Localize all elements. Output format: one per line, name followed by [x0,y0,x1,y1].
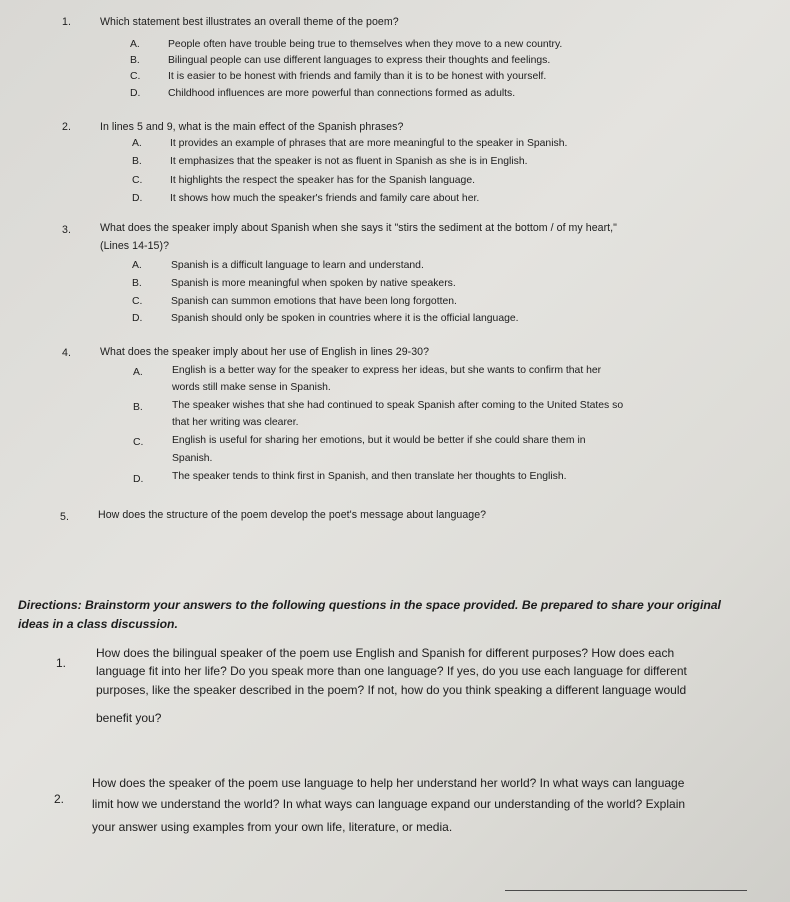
q3-option-a-letter: A. [132,260,142,271]
q2-option-d-text: It shows how much the speaker's friends and family care about her. [170,193,480,204]
q2-option-a-text: It provides an example of phrases that are more meaningful to the speaker in Spanish. [170,138,568,149]
q2-option-b-text: It emphasizes that the speaker is not as fluent in Spanish as she is in English. [170,156,528,167]
q4-option-d-letter: D. [133,474,144,485]
question-3-text-line2: (Lines 14-15)? [100,240,170,252]
q2-option-b-letter: B. [132,156,142,167]
q4-option-b-text-line1: The speaker wishes that she had continued to speak Spanish after coming to the United States so [172,400,624,411]
question-5-text: How does the structure of the poem develop the poet's message about language? [98,509,487,521]
q4-option-d-text: The speaker tends to think first in Spanish, and then translate her thoughts to English. [172,471,567,482]
q4-option-a-letter: A. [133,367,143,378]
directions-line-2: ideas in a class discussion. [18,617,178,631]
discussion-2-line-2: limit how we understand the world? In what ways can language expand our understanding of the world? Explain [92,797,686,811]
q3-option-a-text: Spanish is a difficult language to learn and understand. [171,260,424,271]
discussion-2-number: 2. [54,792,65,806]
q4-option-a-text-line2: words still make sense in Spanish. [172,382,331,393]
q3-option-b-text: Spanish is more meaningful when spoken by native speakers. [171,278,456,289]
q1-option-d-text: Childhood influences are more powerful than connections formed as adults. [168,88,516,99]
directions-line-1: Directions: Brainstorm your answers to the following questions in the space provided. Be prepared to share your original [18,598,721,612]
discussion-2-line-3: your answer using examples from your own life, literature, or media. [92,820,453,834]
q1-option-a-letter: A. [130,39,140,50]
q1-option-a-text: People often have trouble being true to themselves when they move to a new country. [168,39,563,50]
question-4-number: 4. [62,347,71,359]
q4-option-b-text-line2: that her writing was clearer. [172,417,299,428]
question-5-number: 5. [60,511,69,523]
q3-option-b-letter: B. [132,278,142,289]
q2-option-a-letter: A. [132,138,142,149]
answer-line [505,890,747,891]
q4-option-b-letter: B. [133,402,143,413]
q1-option-c-text: It is easier to be honest with friends and family than it is to be honest with yourself. [168,71,547,82]
q1-option-b-letter: B. [130,55,140,66]
question-3-number: 3. [62,224,71,236]
discussion-1-line-4: benefit you? [96,711,162,725]
q4-option-a-text-line1: English is a better way for the speaker to express her ideas, but she wants to confirm that her [172,365,602,376]
q1-option-d-letter: D. [130,88,141,99]
q2-option-d-letter: D. [132,193,143,204]
q3-option-c-letter: C. [132,296,143,307]
q3-option-d-letter: D. [132,313,143,324]
question-1-text: Which statement best illustrates an overall theme of the poem? [100,16,399,28]
q2-option-c-letter: C. [132,175,143,186]
q3-option-c-text: Spanish can summon emotions that have been long forgotten. [171,296,457,307]
discussion-2-line-1: How does the speaker of the poem use language to help her understand her world? In what ways can language [92,776,685,790]
question-3-text: What does the speaker imply about Spanish when she says it "stirs the sediment at the bottom / of my heart," [100,222,617,234]
question-1-number: 1. [62,16,71,28]
question-2-text: In lines 5 and 9, what is the main effect of the Spanish phrases? [100,121,404,133]
q3-option-d-text: Spanish should only be spoken in countries where it is the official language. [171,313,519,324]
q4-option-c-letter: C. [133,437,144,448]
discussion-1-line-1: How does the bilingual speaker of the poem use English and Spanish for different purposes? How does each [96,646,675,660]
question-4-text: What does the speaker imply about her use of English in lines 29-30? [100,346,430,358]
q4-option-c-text-line1: English is useful for sharing her emotions, but it would be better if she could share them in [172,435,586,446]
q2-option-c-text: It highlights the respect the speaker has for the Spanish language. [170,175,475,186]
q1-option-c-letter: C. [130,71,141,82]
q4-option-c-text-line2: Spanish. [172,453,213,464]
discussion-1-line-2: language fit into her life? Do you speak more than one language? If yes, do you use each language for different [96,664,687,678]
question-2-number: 2. [62,121,71,133]
q1-option-b-text: Bilingual people can use different languages to express their thoughts and feelings. [168,55,551,66]
discussion-1-number: 1. [56,656,67,670]
discussion-1-line-3: purposes, like the speaker described in the poem? If not, how do you think speaking a different language would [96,683,687,697]
